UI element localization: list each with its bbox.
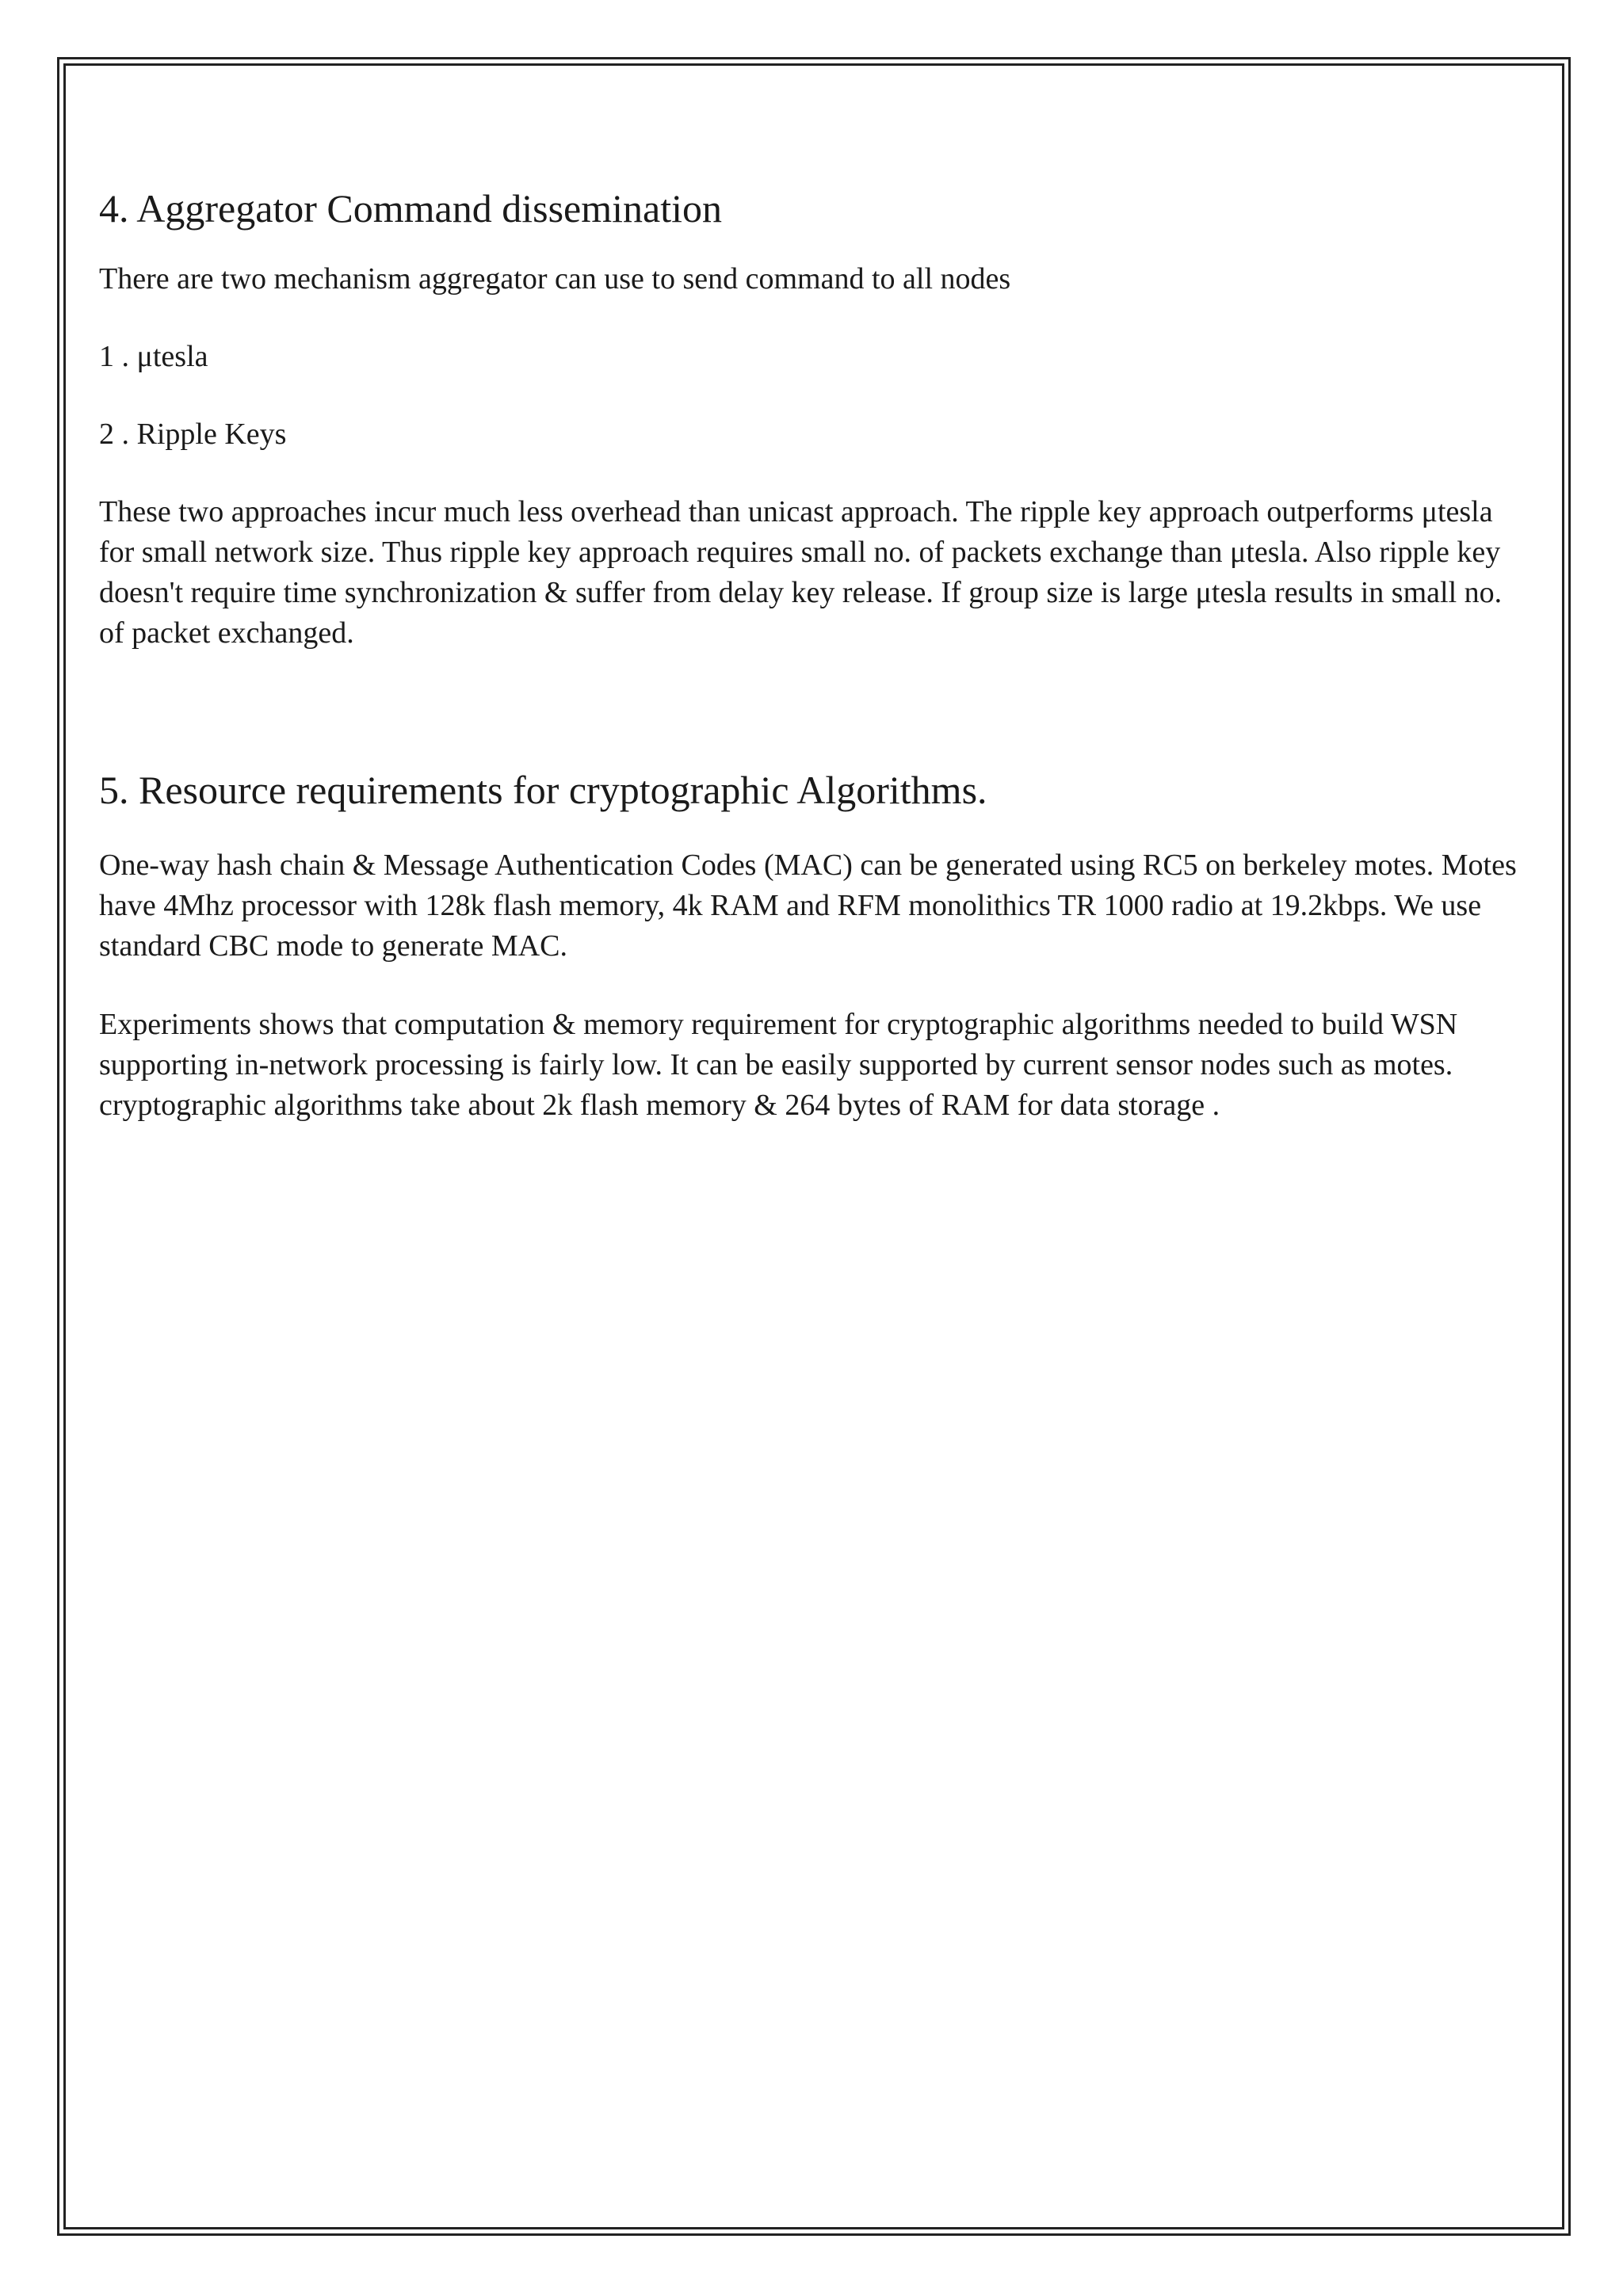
section-4-intro: There are two mechanism aggregator can use to send command to all nodes bbox=[99, 262, 1011, 296]
document-body bbox=[99, 178, 1533, 1126]
list-item-mutesla: 1 . μtesla bbox=[99, 340, 208, 373]
section-5-paragraph-1: One-way hash chain & Message Authentication Codes (MAC) can be generated using RC5 on berkeley motes. Motes have 4Mhz processor with 128k flash memory, 4k RAM and RFM monolithics TR 1000 radio at 19.2kbps. We use standard CBC mode to generate MAC. bbox=[99, 849, 1517, 963]
section-4-paragraph: These two approaches incur much less overhead than unicast approach. The ripple key approach outperforms μtesla for small network size. Thus ripple key approach requires small no. of packets exchange than μtesla. Also ripple key doesn't require time synchronization & suffer from delay key release. If group size is large μtesla results in small no. of packet exchanged. bbox=[99, 495, 1503, 650]
section-4-heading: 4. Aggregator Command dissemination bbox=[99, 186, 723, 231]
section-5-paragraph-2: Experiments shows that computation & memory requirement for cryptographic algorithms needed to build WSN supporting in-network processing is fairly low. It can be easily supported by current sensor nodes such as motes. cryptographic algorithms take about 2k flash memory & 264 bytes of RAM for data storage . bbox=[99, 1008, 1458, 1122]
section-5-heading: 5. Resource requirements for cryptographic Algorithms. bbox=[99, 768, 987, 812]
list-item-ripple-keys: 2 . Ripple Keys bbox=[99, 418, 287, 451]
